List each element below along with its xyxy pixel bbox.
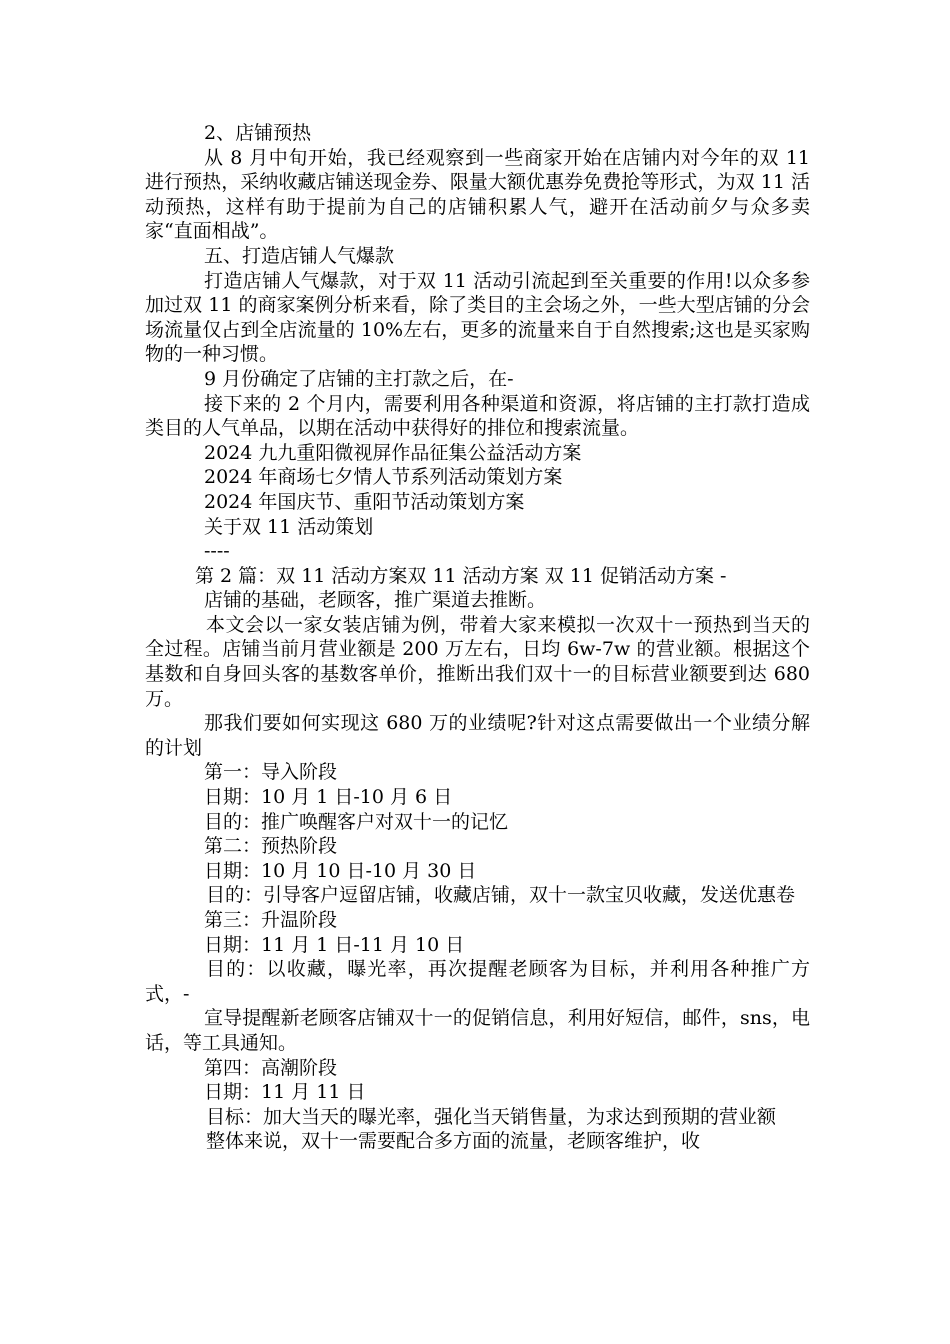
- section-heading: 2、店铺预热: [204, 122, 312, 144]
- related-link: 2024 九九重阳微视屏作品征集公益活动方案: [204, 441, 582, 464]
- stage-goal: 目的：引导客户逗留店铺，收藏店铺，双十一款宝贝收藏，发送优惠卷: [206, 884, 796, 907]
- article-title: 第 2 篇：双 11 活动方案双 11 活动方案 双 11 促销活动方案 -: [195, 564, 727, 587]
- stage-date: 日期：11 月 1 日-11 月 10 日: [204, 933, 465, 956]
- stage-heading: 第一：导入阶段: [204, 761, 338, 784]
- stage-date: 日期：10 月 1 日-10 月 6 日: [204, 786, 453, 809]
- stage-heading: 第四：高潮阶段: [204, 1056, 338, 1079]
- stage-goal: 目的：推广唤醒客户对双十一的记忆: [204, 810, 509, 833]
- document-body: [145, 121, 810, 1154]
- related-link: 关于双 11 活动策划: [204, 515, 374, 538]
- paragraph: 打造店铺人气爆款，对于双 11 活动引流起到至关重要的作用!以众多参加过双 11 的商家案例分析来看，除了类目的主会场之外，一些大型店铺的分会场流量仅占到全店流量的 10%左右，更多的流量来自于自然搜索;这也是买家购物的一种习惯。: [145, 269, 810, 366]
- stage-date: 日期：10 月 10 日-10 月 30 日: [204, 859, 477, 882]
- paragraph: 接下来的 2 个月内，需要利用各种渠道和资源，将店铺的主打款打造成类目的人气单品，以期在活动中获得好的排位和搜索流量。: [145, 392, 810, 440]
- related-link: 2024 年国庆节、重阳节活动策划方案: [204, 490, 525, 513]
- paragraph: 本文会以一家女装店铺为例，带着大家来模拟一次双十一预热到当天的全过程。店铺当前月营业额是 200 万左右，日均 6w-7w 的营业额。根据这个基数和自身回头客的基数客单价，推断出我们双十一的目标营业额要到达 680 万。: [145, 613, 810, 710]
- related-link: 2024 年商场七夕情人节系列活动策划方案: [204, 466, 563, 489]
- paragraph: 宣导提醒新老顾客店铺双十一的促销信息，利用好短信，邮件，sns，电话，等工具通知。: [145, 1007, 810, 1054]
- stage-goal: 目的：以收藏，曝光率，再次提醒老顾客为目标，并利用各种推广方式，-: [145, 958, 810, 1005]
- stage-heading: 第三：升温阶段: [204, 909, 338, 931]
- stage-heading: 第二：预热阶段: [204, 835, 338, 858]
- paragraph: 从 8 月中旬开始，我已经观察到一些商家开始在店铺内对今年的双 11 进行预热，采纳收藏店铺送现金券、限量大额优惠券免费抢等形式，为双 11 活动预热，这样有助于提前为自己的店铺积累人气，避开在活动前夕与众多卖家“直面相战”。: [145, 146, 810, 243]
- section-heading: 五、打造店铺人气爆款: [204, 244, 395, 267]
- stage-goal: 目标：加大当天的曝光率，强化当天销售量，为求达到预期的营业额: [206, 1105, 777, 1128]
- separator: ----: [204, 540, 230, 563]
- stage-date: 日期：11 月 11 日: [204, 1081, 366, 1104]
- paragraph: 店铺的基础，老顾客，推广渠道去推断。: [204, 589, 547, 612]
- paragraph: 9 月份确定了店铺的主打款之后，在-: [204, 367, 514, 390]
- paragraph: 整体来说，双十一需要配合多方面的流量，老顾客维护，收: [206, 1130, 701, 1153]
- paragraph: 那我们要如何实现这 680 万的业绩呢?针对这点需要做出一个业绩分解的计划: [145, 712, 810, 759]
